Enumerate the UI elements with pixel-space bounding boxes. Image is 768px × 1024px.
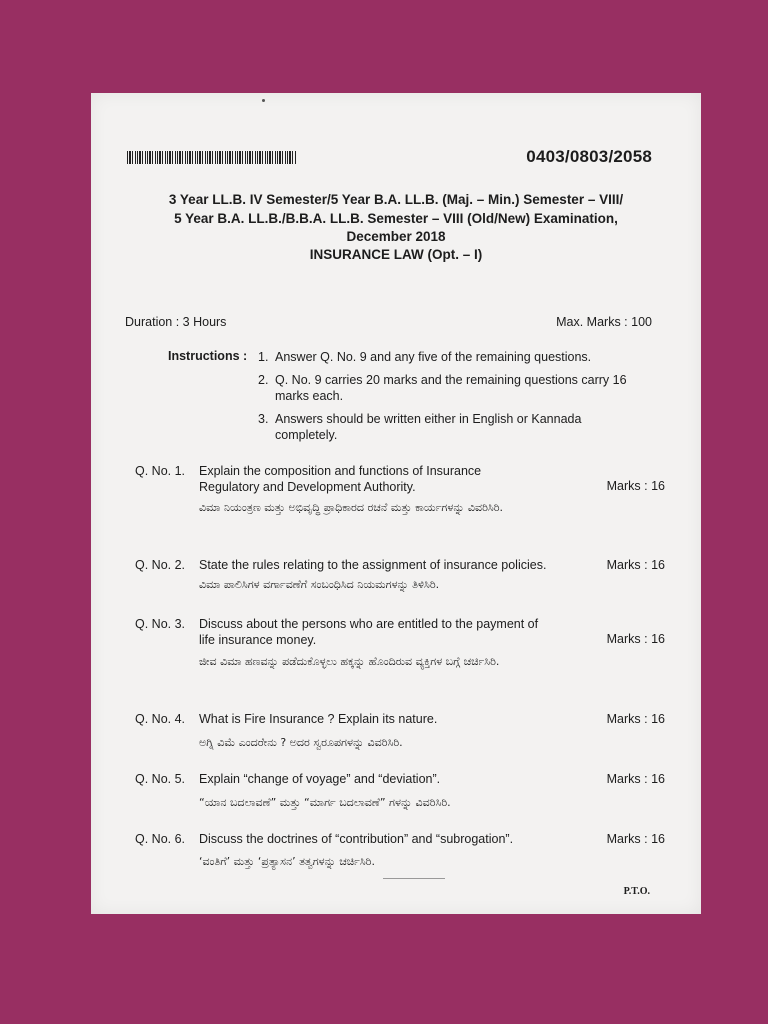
question-text: State the rules relating to the assignment of insurance policies. [199,558,547,572]
instruction-number: 1. [258,350,269,364]
question-marks: Marks : 16 [606,712,665,726]
instruction-text: Answers should be written either in English or Kannada completely. [275,412,582,442]
question-number: Q. No. 3. [135,617,186,631]
ink-dot [262,99,265,102]
instruction-item [258,411,633,443]
question-number: Q. No. 4. [135,712,186,726]
header-line-3: December 2018 [346,229,446,244]
instruction-item [258,349,633,365]
question-text: What is Fire Insurance ? Explain its nature. [199,712,438,726]
paper-title: INSURANCE LAW (Opt. – I) [309,247,483,262]
question-kannada: ಜೀವ ವಿಮಾ ಹಣವನ್ನು ಪಡೆದುಕೊಳ್ಳಲು ಹಕ್ಕನ್ನು ಹೊಂದಿರುವ ವ್ಯಕ್ತಿಗಳ ಬಗ್ಗೆ ಚರ್ಚಿಸಿರಿ. [199,655,500,668]
header-line-2: 5 Year B.A. LL.B./B.B.A. LL.B. Semester – VIII (Old/New) Examination, [174,211,618,226]
instruction-text: Q. No. 9 carries 20 marks and the remaining questions carry 16 marks each. [275,373,627,403]
instruction-number: 2. [258,373,269,387]
question-text: Explain “change of voyage” and “deviation”. [199,772,441,786]
question-marks: Marks : 16 [606,772,665,786]
question-marks: Marks : 16 [606,832,665,846]
question-marks: Marks : 16 [606,632,665,646]
question-text: Explain the composition and functions of Insurance Regulatory and Development Authority. [199,464,482,494]
question-kannada: ವಿಮಾ ಪಾಲಿಸಿಗಳ ವರ್ಗಾವಣೆಗೆ ಸಂಬಂಧಿಸಿದ ನಿಯಮಗಳನ್ನು ತಿಳಿಸಿರಿ. [199,578,440,591]
question-number: Q. No. 1. [135,464,186,478]
question-marks: Marks : 16 [606,558,665,572]
question-number: Q. No. 6. [135,832,186,846]
question-kannada: ಅಗ್ನಿ ವಿಮೆ ಎಂದರೇನು ? ಅದರ ಸ್ವರೂಪಗಳನ್ನು ವಿವರಿಸಿರಿ. [199,736,403,749]
pto-label: P.T.O. [623,886,650,897]
question-text: Discuss the doctrines of “contribution” and “subrogation”. [199,832,514,846]
question-number: Q. No. 2. [135,558,186,572]
question-text: Discuss about the persons who are entitled to the payment of life insurance money. [199,617,539,647]
question-kannada: ‘ವಂತಿಗೆ’ ಮತ್ತು ‘ಪ್ರತ್ಯಾಸನ’ ತತ್ವಗಳನ್ನು ಚರ್ಚಿಸಿರಿ. [199,855,375,868]
barcode [127,151,297,164]
question-marks: Marks : 16 [606,479,665,493]
instruction-text: Answer Q. No. 9 and any five of the remaining questions. [275,350,592,364]
header-line-1: 3 Year LL.B. IV Semester/5 Year B.A. LL.B. (Maj. – Min.) Semester – VIII/ [168,192,624,207]
divider [383,878,445,879]
max-marks: Max. Marks : 100 [556,315,652,329]
instruction-item [258,372,633,404]
exam-paper-page [91,93,701,914]
paper-code: 0403/0803/2058 [526,147,652,166]
duration: Duration : 3 Hours [125,315,227,329]
instruction-number: 3. [258,412,269,426]
question-kannada: “ಯಾನ ಬದಲಾವಣೆ” ಮತ್ತು “ಮಾರ್ಗ ಬದಲಾವಣೆ” ಗಳನ್ನು ವಿವರಿಸಿರಿ. [199,796,451,809]
instructions-label: Instructions : [168,349,248,363]
question-kannada: ವಿಮಾ ನಿಯಂತ್ರಣ ಮತ್ತು ಅಭಿವೃದ್ಧಿ ಪ್ರಾಧಿಕಾರದ ರಚನೆ ಮತ್ತು ಕಾರ್ಯಗಳನ್ನು ವಿವರಿಸಿರಿ. [199,501,504,514]
question-number: Q. No. 5. [135,772,186,786]
